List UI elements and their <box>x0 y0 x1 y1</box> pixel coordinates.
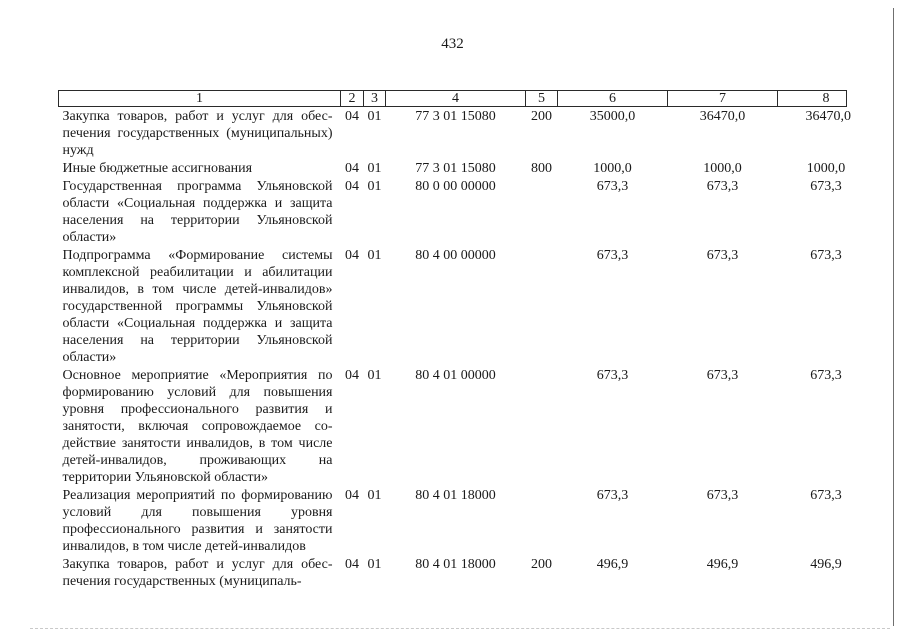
row-expense-type: 200 <box>531 109 552 124</box>
row-amount-3: 673,3 <box>810 179 842 194</box>
table-header-row <box>59 91 847 107</box>
row-amount-2: 673,3 <box>706 248 739 263</box>
row-expense-type <box>526 246 558 366</box>
row-subsection: 01 <box>367 557 382 572</box>
row-amount-1: 1000,0 <box>593 161 632 176</box>
column-header-2: 2 <box>341 91 364 107</box>
row-section: 04 <box>345 557 359 572</box>
row-amount-3: 673,3 <box>810 368 842 383</box>
page-bottom-edge <box>30 628 890 629</box>
row-amount-3: 673,3 <box>810 248 842 263</box>
row-amount-2: 496,9 <box>706 557 739 572</box>
table-row <box>59 555 847 590</box>
row-name: Реализация мероприятий по формированию условий для повышения уровня профессионального развития и занятости инвалидов, в том числе детей-инвалидов <box>62 488 333 554</box>
row-subsection: 01 <box>367 488 382 503</box>
row-section: 04 <box>345 179 359 194</box>
row-amount-1: 673,3 <box>596 179 629 194</box>
row-name: Основное мероприятие «Мероприятия по формированию условий для повышения уровня профессионального развития и занятости, включая сопровождаемое содействие занятости инвалидов, в том числе детей-инвалидов, проживающих на территории Ульяновской области» <box>62 368 333 485</box>
row-section: 04 <box>345 368 359 383</box>
row-target-code: 80 4 00 00000 <box>415 248 496 263</box>
row-expense-type: 800 <box>531 161 552 176</box>
row-target-code: 80 0 00 00000 <box>415 179 496 194</box>
column-header-4: 4 <box>386 91 526 107</box>
table-row <box>59 177 847 246</box>
row-name: Государственная программа Ульяновской области «Социальная поддержка и защита населения на территории Ульяновской области» <box>62 179 333 245</box>
table-row <box>59 366 847 486</box>
row-amount-2: 673,3 <box>706 368 739 383</box>
row-expense-type <box>526 177 558 246</box>
row-amount-3: 496,9 <box>810 557 842 572</box>
row-section: 04 <box>345 161 359 176</box>
column-header-3: 3 <box>364 91 386 107</box>
table-row <box>59 159 847 177</box>
row-expense-type <box>526 486 558 555</box>
row-section: 04 <box>345 248 359 263</box>
table-row <box>59 486 847 555</box>
row-target-code: 80 4 01 00000 <box>415 368 496 383</box>
row-amount-2: 36470,0 <box>699 109 746 124</box>
row-amount-3: 673,3 <box>810 488 842 503</box>
page-number: 432 <box>441 36 464 52</box>
table-row <box>59 107 847 160</box>
row-amount-3: 36470,0 <box>805 109 851 124</box>
row-subsection: 01 <box>367 368 382 383</box>
row-subsection: 01 <box>367 109 382 124</box>
row-amount-1: 673,3 <box>596 248 629 263</box>
column-header-7: 7 <box>668 91 778 107</box>
row-section: 04 <box>345 488 359 503</box>
row-target-code: 80 4 01 18000 <box>415 488 496 503</box>
row-name: Иные бюджетные ассигнования <box>62 161 253 176</box>
budget-table-sheet <box>58 90 851 590</box>
row-amount-2: 673,3 <box>706 179 739 194</box>
row-subsection: 01 <box>367 248 382 263</box>
row-target-code: 77 3 01 15080 <box>415 161 496 176</box>
row-subsection: 01 <box>367 161 382 176</box>
table-row <box>59 246 847 366</box>
row-target-code: 77 3 01 15080 <box>415 109 496 124</box>
row-amount-1: 496,9 <box>596 557 629 572</box>
row-amount-1: 673,3 <box>596 488 629 503</box>
row-target-code: 80 4 01 18000 <box>415 557 496 572</box>
row-name: Закупка товаров, работ и услуг для обеспечения государственных (муниципальных) нужд <box>62 109 333 158</box>
row-amount-2: 673,3 <box>706 488 739 503</box>
column-header-5: 5 <box>526 91 558 107</box>
row-section: 04 <box>345 109 359 124</box>
row-expense-type <box>526 366 558 486</box>
row-amount-1: 673,3 <box>596 368 629 383</box>
page-right-border <box>893 8 894 626</box>
row-amount-1: 35000,0 <box>589 109 636 124</box>
column-header-6: 6 <box>558 91 668 107</box>
row-subsection: 01 <box>367 179 382 194</box>
column-header-8: 8 <box>778 91 847 107</box>
row-expense-type: 200 <box>531 557 552 572</box>
row-amount-2: 1000,0 <box>703 161 742 176</box>
row-name: Закупка товаров, работ и услуг для обеспечения государственных (муниципаль- <box>62 557 333 589</box>
row-amount-3: 1000,0 <box>806 161 846 176</box>
row-name: Подпрограмма «Формирование системы комплексной реабилитации и абилитации инвалидов, в том числе детей-инвалидов» государственной программы Ульяновской области «Социальная поддержка и защита населения на территории Ульяновской области» <box>62 248 333 365</box>
column-header-1: 1 <box>59 91 341 107</box>
budget-table <box>58 90 851 590</box>
